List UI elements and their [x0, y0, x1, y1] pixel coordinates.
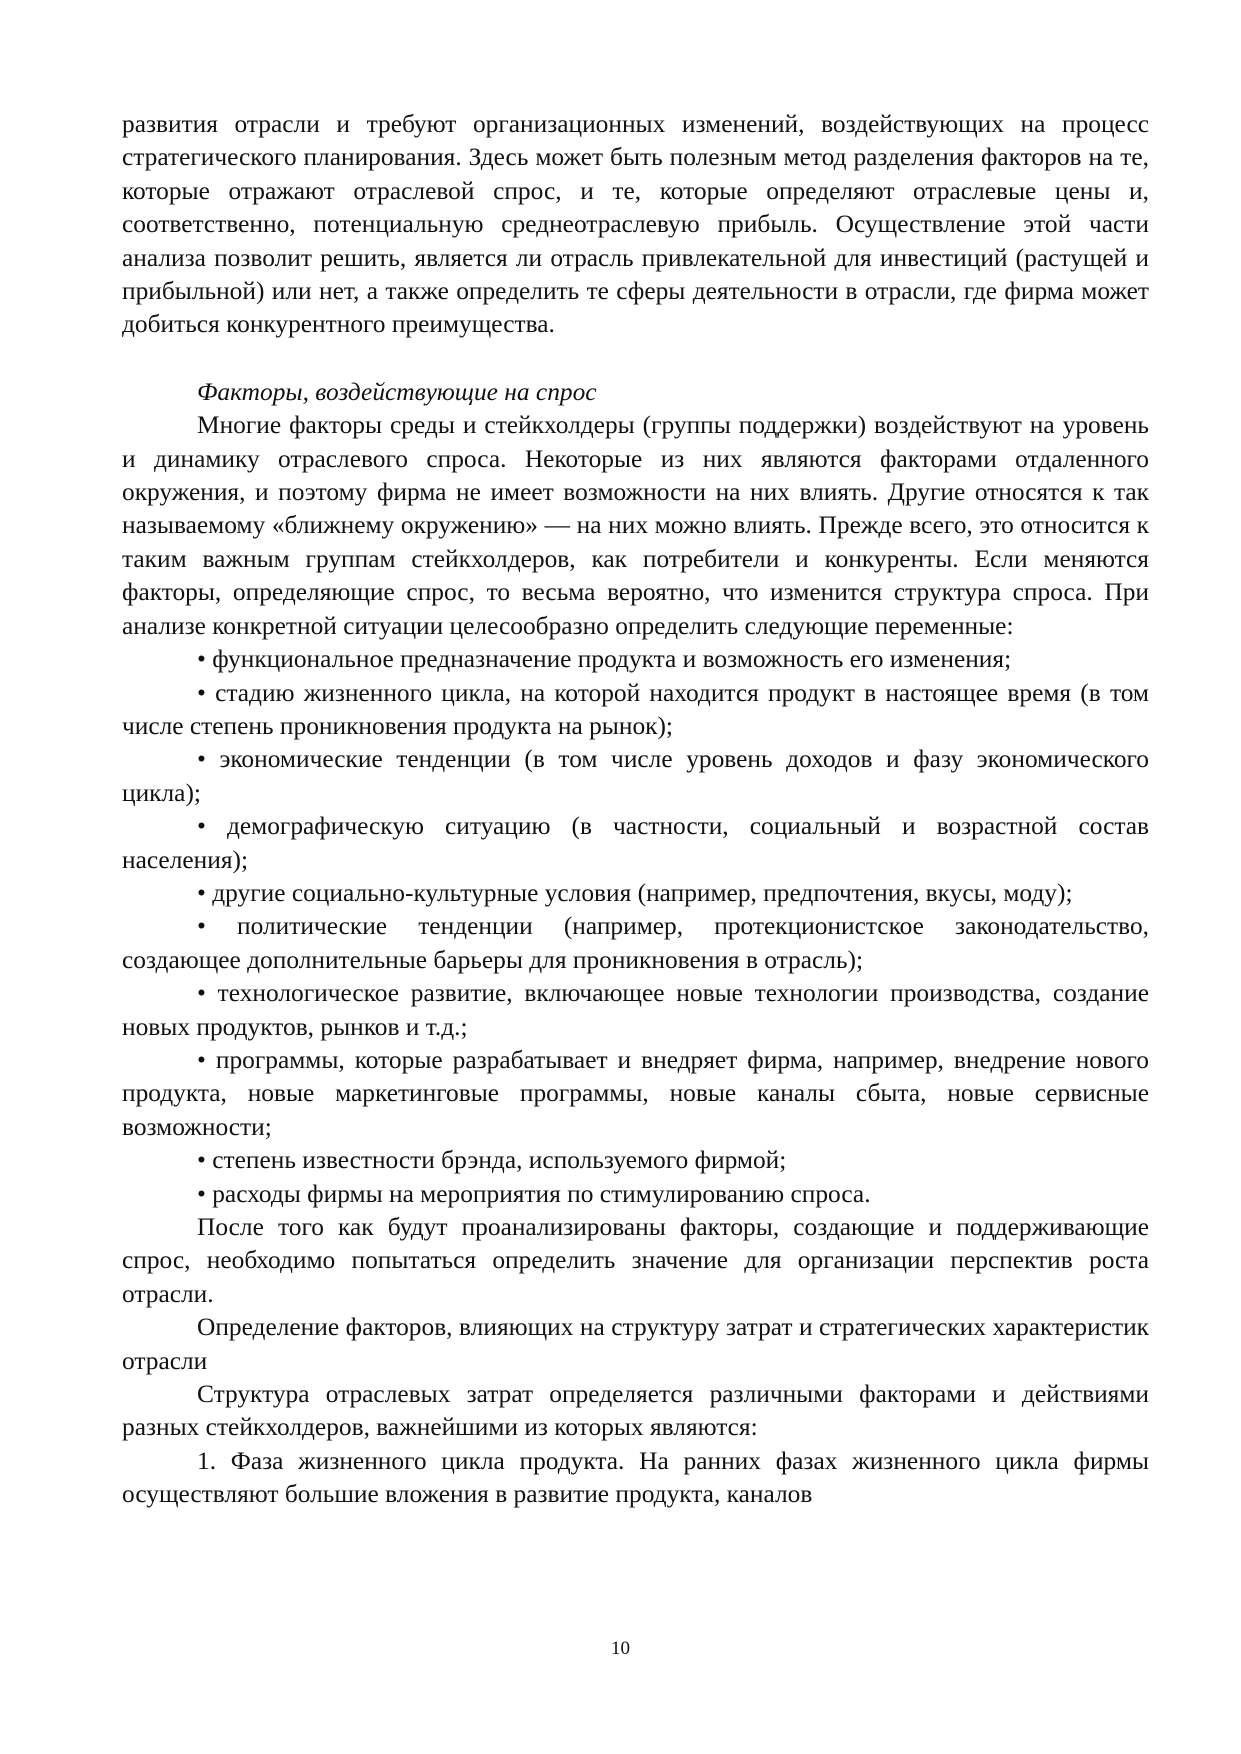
page-number: 10	[611, 1638, 630, 1659]
bullet-item: • расходы фирмы на мероприятия по стимулированию спроса.	[197, 1179, 871, 1208]
bullet-item: • функциональное предназначение продукта и возможность его изменения;	[197, 645, 1012, 674]
paragraph-heading: Определение факторов, влияющих на структуру затрат и стратегических характеристик отрасли	[122, 1313, 1149, 1375]
bullet-item: • технологическое развитие, включающее новые технологии производства, создание новых продуктов, рынков и т.д.;	[122, 979, 1149, 1041]
bullet-item: • демографическую ситуацию (в частности, социальный и возрастной состав населения);	[122, 812, 1149, 874]
bullet-item: • стадию жизненного цикла, на которой находится продукт в настоящее время (в том числе степень проникновения продукта на рынок);	[122, 678, 1149, 740]
bullet-item: • степень известности брэнда, используемого фирмой;	[197, 1146, 787, 1175]
section-subheading: Факторы, воздействующие на спрос	[197, 377, 597, 406]
numbered-item: 1. Фаза жизненного цикла продукта. На ранних фазах жизненного цикла фирмы осуществляют большие вложения в развитие продукта, каналов	[122, 1446, 1149, 1509]
paragraph-continuation: развития отрасли и требуют организационных изменений, воздействующих на процесс стратегического планирования. Здесь может быть полезным метод разделения факторов на те, которые отражают отраслевой спрос, и те, которые определяют отраслевые цены и, соответственно, потенциальную среднеотраслевую прибыль. Осуществление этой части анализа позволит решить, является ли отрасль привлекательной для инвестиций (растущей и прибыльной) или нет, а также определить те сферы деятельности в отрасли, где фирма может добиться конкурентного преимущества.	[122, 110, 1149, 339]
bullet-item: • политические тенденции (например, протекционистское законодательство, создающее дополнительные барьеры для проникновения в отрасль);	[122, 912, 1149, 974]
page-body	[122, 108, 1149, 1512]
paragraph: После того как будут проанализированы факторы, создающие и поддерживающие спрос, необходимо попытаться определить значение для организации перспектив роста отрасли.	[122, 1213, 1149, 1308]
paragraph: Многие факторы среды и стейкхолдеры (группы поддержки) воздействуют на уровень и динамику отраслевого спроса. Некоторые из них являются факторами отдаленного окружения, и поэтому фирма не имеет возможности на них влиять. Другие относятся к так называемому «ближнему окружению» — на них можно влиять. Прежде всего, это относится к таким важным группам стейкхолдеров, как потребители и конкуренты. Если меняются факторы, определяющие спрос, то весьма вероятно, что изменится структура спроса. При анализе конкретной ситуации целесообразно определить следующие переменные:	[122, 411, 1149, 640]
paragraph: Структура отраслевых затрат определяется различными факторами и действиями разных стейкхолдеров, важнейшими из которых являются:	[122, 1380, 1149, 1442]
bullet-item: • другие социально-культурные условия (например, предпочтения, вкусы, моду);	[197, 878, 1073, 907]
bullet-item: • программы, которые разрабатывает и внедряет фирма, например, внедрение нового продукта, новые маркетинговые программы, новые каналы сбыта, новые сервисные возможности;	[122, 1045, 1149, 1141]
bullet-item: • экономические тенденции (в том числе уровень доходов и фазу экономического цикла);	[122, 745, 1149, 807]
